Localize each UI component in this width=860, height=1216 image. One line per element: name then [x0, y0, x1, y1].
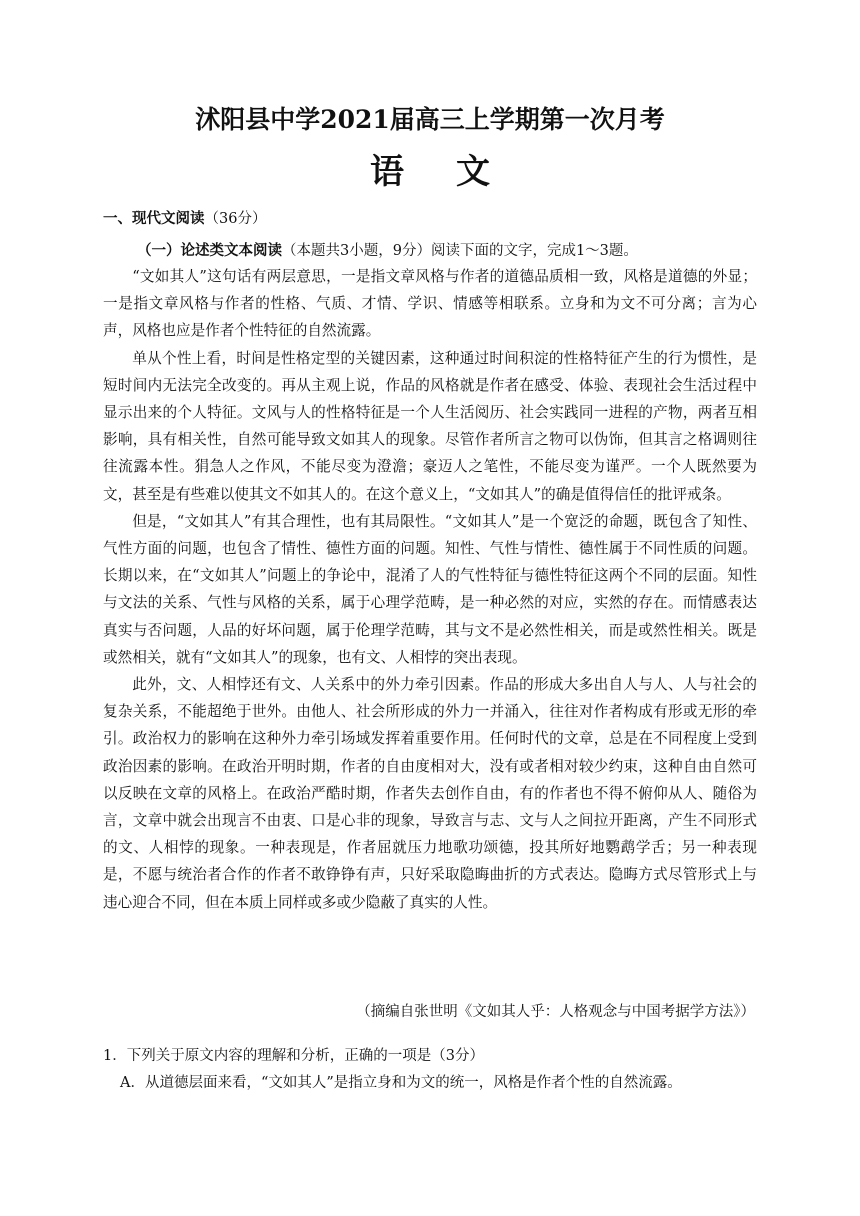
passage-source: （摘编自张世明《文如其人乎：人格观念与中国考据学方法》） [356, 1004, 755, 1020]
section-heading-text: 一、现代文阅读 [103, 210, 205, 227]
passage-paragraph: 单从个性上看，时间是性格定型的关键因素，这种通过时间积淀的性格特征产生的行为惯性，是短时间内无法完全改变的。再从主观上说，作品的风格就是作者在感受、体验、表现社会生活过程中显示出来的个人特征。文风与人的性格特征是一个人生活阅历、社会实践同一进程的产物，两者互相影响，具有相关性，自然可能导致文如其人的现象。尽管作者所言之物可以伪饰，但其言之格调则往往流露本性。狷急人之作风，不能尽变为澄澹；豪迈人之笔性，不能尽变为谨严。一个人既然要为文，甚至是有些难以使其文不如其人的。在这个意义上，“文如其人”的确是值得信任的批评戒条。 [103, 349, 757, 503]
reading-passage [103, 263, 757, 916]
section-points: （36分） [204, 211, 267, 227]
passage-paragraph: 此外，文、人相悖还有文、人关系中的外力牵引因素。作品的形成大多出自人与人、人与社会的复杂关系，不能超绝于世外。由他人、社会所形成的外力一并涌入，往往对作者构成有形或无形的牵引。政治权力的影响在这种外力牵引场域发挥着重要作用。任何时代的文章，总是在不同程度上受到政治因素的影响。在政治开明时期，作者的自由度相对大，没有或者相对较少约束，这种自由自然可以反映在文章的风格上。在政治严酷时期，作者失去创作自由，有的作者也不得不俯仰从人、随俗为言，文章中就会出现言不由衷、口是心非的现象，导致言与志、文与人之间拉开距离，产生不同形式的文、人相悖的现象。一种表现是，作者屈就压力地歌功颂德，投其所好地鹦鹉学舌；另一种表现是，不愿与统治者合作的作者不敢铮铮有声，只好采取隐晦曲折的方式表达。隐晦方式尽管形式上与违心迎合不同，但在本质上同样或多或少隐蔽了真实的人性。 [103, 676, 757, 911]
section-heading [103, 207, 266, 228]
exam-title: 沭阳县中学2021届高三上学期第一次月考 [195, 105, 665, 134]
subject-title: 语文 [370, 152, 542, 192]
subsection-label: （一）论述类文本阅读 [137, 242, 282, 259]
subsection-instruction: （本题共3小题，9分）阅读下面的文字，完成1～3题。 [282, 243, 638, 259]
question-option-a: A．从道德层面来看，“文如其人”是指立身和为文的统一，风格是作者个性的自然流露。 [120, 1075, 682, 1091]
subsection-heading [137, 239, 638, 260]
passage-paragraph: 但是，“文如其人”有其合理性，也有其局限性。“文如其人”是一个宽泛的命题，既包含了知性、气性方面的问题，也包含了情性、德性方面的问题。知性、气性与情性、德性属于不同性质的问题。长期以来，在“文如其人”问题上的争论中，混淆了人的气性特征与德性特征这两个不同的层面。知性与文法的关系、气性与风格的关系，属于心理学范畴，是一种必然的对应，实然的存在。而情感表达真实与否问题，人品的好坏问题，属于伦理学范畴，其与文不是必然性相关，而是或然性相关。既是或然相关，就有“文如其人”的现象，也有文、人相悖的突出表现。 [103, 512, 757, 666]
question-stem: 1．下列关于原文内容的理解和分析，正确的一项是（3分） [103, 1048, 484, 1064]
passage-paragraph: “文如其人”这句话有两层意思，一是指文章风格与作者的道德品质相一致，风格是道德的外显；一是指文章风格与作者的性格、气质、才情、学识、情感等相联系。立身和为文不可分离；言为心声，风格也应是作者个性特征的自然流露。 [103, 268, 757, 340]
